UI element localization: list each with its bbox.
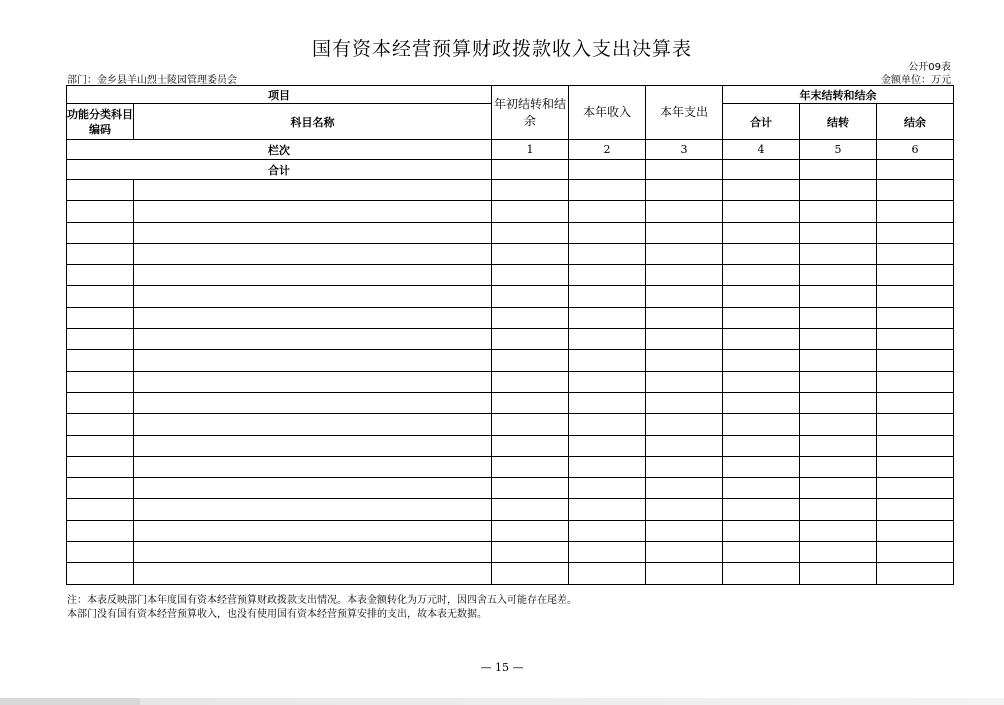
table-cell <box>67 542 134 563</box>
table-cell <box>800 456 877 477</box>
table-cell <box>67 180 134 201</box>
table-cell <box>134 180 492 201</box>
table-row <box>67 520 954 541</box>
table-cell <box>569 201 646 222</box>
table-cell <box>877 542 954 563</box>
total-row-label: 合计 <box>67 160 492 180</box>
table-cell <box>723 520 800 541</box>
table-cell <box>492 499 569 520</box>
table-cell <box>67 478 134 499</box>
table-cell <box>646 307 723 328</box>
table-cell <box>67 265 134 286</box>
table-cell <box>877 392 954 413</box>
table-cell <box>800 435 877 456</box>
table-cell <box>134 371 492 392</box>
notes <box>67 594 577 622</box>
department-label: 部门：金乡县羊山烈士陵园管理委员会 <box>67 75 237 86</box>
header-row-1 <box>67 86 954 104</box>
table-cell <box>67 435 134 456</box>
table-row <box>67 286 954 307</box>
table-cell <box>67 222 134 243</box>
table-cell <box>492 414 569 435</box>
table-cell <box>134 542 492 563</box>
table-cell <box>492 563 569 584</box>
table-cell <box>569 350 646 371</box>
table-cell <box>646 329 723 350</box>
table-cell <box>492 201 569 222</box>
table-cell <box>492 520 569 541</box>
table-cell <box>646 286 723 307</box>
table-cell <box>134 307 492 328</box>
table-row <box>67 243 954 264</box>
table-cell <box>492 160 569 180</box>
table-cell <box>492 265 569 286</box>
table-cell <box>877 563 954 584</box>
table-cell <box>800 222 877 243</box>
table-cell <box>134 201 492 222</box>
table-cell <box>134 265 492 286</box>
table-cell <box>569 286 646 307</box>
table-cell <box>723 392 800 413</box>
table-cell <box>492 307 569 328</box>
table-cell <box>67 350 134 371</box>
table-row <box>67 265 954 286</box>
table-cell <box>800 478 877 499</box>
table-cell <box>67 456 134 477</box>
table-cell <box>877 160 954 180</box>
table-cell <box>723 160 800 180</box>
table-cell <box>646 180 723 201</box>
table-cell <box>67 307 134 328</box>
table-cell <box>569 329 646 350</box>
table-cell <box>134 563 492 584</box>
table-row <box>67 456 954 477</box>
table-cell <box>492 243 569 264</box>
table-cell <box>569 456 646 477</box>
table-cell <box>800 563 877 584</box>
table-cell <box>67 371 134 392</box>
table-cell <box>646 563 723 584</box>
table-cell <box>134 456 492 477</box>
table-cell <box>646 499 723 520</box>
table-cell <box>569 542 646 563</box>
table-cell <box>723 286 800 307</box>
header-opening-balance: 年初结转和结余 <box>492 86 569 140</box>
table-cell <box>723 435 800 456</box>
total-row <box>67 160 954 180</box>
table-cell <box>723 542 800 563</box>
table-cell <box>646 392 723 413</box>
table-cell <box>877 478 954 499</box>
amount-unit-label: 金额单位：万元 <box>881 75 951 86</box>
table-cell <box>134 329 492 350</box>
table-cell <box>723 243 800 264</box>
table-cell <box>67 392 134 413</box>
table-cell <box>134 350 492 371</box>
note-line: 注：本表反映部门本年度国有资本经营预算财政拨款支出情况。本表金额转化为万元时，因四舍五入可能存在尾差。 <box>67 595 577 606</box>
table-cell <box>800 499 877 520</box>
table-cell <box>723 350 800 371</box>
table-row <box>67 542 954 563</box>
table-cell <box>800 265 877 286</box>
table-cell <box>723 414 800 435</box>
table-row <box>67 392 954 413</box>
column-index-label: 栏次 <box>67 140 492 160</box>
table-row <box>67 414 954 435</box>
table-row <box>67 499 954 520</box>
header-income: 本年收入 <box>569 86 646 140</box>
header-year-end-group: 年末结转和结余 <box>723 86 954 104</box>
table-cell <box>67 414 134 435</box>
table-row <box>67 371 954 392</box>
table-cell <box>67 286 134 307</box>
table-cell <box>877 243 954 264</box>
table-cell <box>646 222 723 243</box>
table-cell <box>723 265 800 286</box>
table-cell <box>723 499 800 520</box>
table-row <box>67 478 954 499</box>
table-cell <box>569 499 646 520</box>
table-cell <box>877 201 954 222</box>
table-cell <box>877 371 954 392</box>
table-cell <box>492 222 569 243</box>
table-cell <box>646 456 723 477</box>
table-cell <box>134 392 492 413</box>
table-cell <box>723 563 800 584</box>
table-cell <box>800 414 877 435</box>
table-cell <box>800 329 877 350</box>
table-row <box>67 350 954 371</box>
table-cell <box>723 201 800 222</box>
table-cell <box>646 542 723 563</box>
table-row <box>67 180 954 201</box>
table-cell <box>723 371 800 392</box>
table-cell <box>134 243 492 264</box>
bottom-strip <box>0 698 1004 705</box>
table-row <box>67 201 954 222</box>
table-cell <box>646 414 723 435</box>
column-number: 2 <box>569 140 646 160</box>
header-carryover: 结转 <box>800 104 877 140</box>
table-cell <box>646 265 723 286</box>
header-total: 合计 <box>723 104 800 140</box>
table-cell <box>646 160 723 180</box>
table-cell <box>646 478 723 499</box>
table-row <box>67 563 954 584</box>
table-cell <box>569 222 646 243</box>
table-cell <box>569 371 646 392</box>
header-code: 功能分类科目编码 <box>67 104 134 140</box>
table-cell <box>723 478 800 499</box>
table-cell <box>569 265 646 286</box>
table-cell <box>877 520 954 541</box>
form-code: 公开09表 <box>908 62 951 73</box>
table-cell <box>134 520 492 541</box>
column-number: 3 <box>646 140 723 160</box>
column-number: 4 <box>723 140 800 160</box>
table-cell <box>800 350 877 371</box>
table-cell <box>67 499 134 520</box>
table-row <box>67 329 954 350</box>
table-cell <box>492 478 569 499</box>
header-expense: 本年支出 <box>646 86 723 140</box>
bottom-strip-segment <box>0 698 140 705</box>
table-cell <box>877 499 954 520</box>
table-cell <box>800 371 877 392</box>
column-number: 1 <box>492 140 569 160</box>
table-cell <box>67 563 134 584</box>
table-cell <box>569 563 646 584</box>
table-cell <box>492 180 569 201</box>
table-cell <box>67 520 134 541</box>
table-cell <box>877 307 954 328</box>
table-cell <box>67 201 134 222</box>
table-cell <box>646 243 723 264</box>
table-cell <box>134 435 492 456</box>
table-cell <box>569 414 646 435</box>
table-cell <box>134 286 492 307</box>
table-cell <box>646 371 723 392</box>
header-surplus: 结余 <box>877 104 954 140</box>
table-cell <box>134 478 492 499</box>
column-number: 6 <box>877 140 954 160</box>
table-cell <box>646 435 723 456</box>
table-cell <box>877 414 954 435</box>
table-cell <box>877 435 954 456</box>
table-cell <box>492 329 569 350</box>
table-cell <box>67 329 134 350</box>
table-cell <box>569 243 646 264</box>
budget-table <box>66 85 954 585</box>
table-cell <box>877 180 954 201</box>
table-cell <box>492 286 569 307</box>
header-item: 项目 <box>67 86 492 104</box>
table-cell <box>569 520 646 541</box>
table-cell <box>877 286 954 307</box>
table-cell <box>646 350 723 371</box>
table-cell <box>800 160 877 180</box>
table-row <box>67 307 954 328</box>
table-cell <box>134 222 492 243</box>
table-cell <box>800 286 877 307</box>
table-cell <box>492 350 569 371</box>
table-cell <box>877 456 954 477</box>
table-cell <box>877 222 954 243</box>
table-cell <box>646 201 723 222</box>
header-name: 科目名称 <box>134 104 492 140</box>
table-cell <box>569 160 646 180</box>
table-cell <box>800 243 877 264</box>
page-number: — 15 — <box>480 661 524 674</box>
table-cell <box>877 350 954 371</box>
table-cell <box>492 456 569 477</box>
table-cell <box>723 222 800 243</box>
table-row <box>67 435 954 456</box>
table-cell <box>877 265 954 286</box>
table-cell <box>569 307 646 328</box>
table-cell <box>877 329 954 350</box>
table-cell <box>67 243 134 264</box>
table-cell <box>800 201 877 222</box>
table-cell <box>800 180 877 201</box>
table-cell <box>723 307 800 328</box>
note-line: 本部门没有国有资本经营预算收入，也没有使用国有资本经营预算安排的支出，故本表无数据。 <box>67 609 487 620</box>
table-cell <box>723 329 800 350</box>
table-cell <box>569 180 646 201</box>
table-row <box>67 222 954 243</box>
table-cell <box>492 371 569 392</box>
table-cell <box>800 392 877 413</box>
table-cell <box>492 542 569 563</box>
table-cell <box>723 180 800 201</box>
table-cell <box>134 414 492 435</box>
column-number: 5 <box>800 140 877 160</box>
table-cell <box>569 392 646 413</box>
table-cell <box>492 392 569 413</box>
table-cell <box>492 435 569 456</box>
table-cell <box>723 456 800 477</box>
table-cell <box>800 520 877 541</box>
table-cell <box>134 499 492 520</box>
table-cell <box>646 520 723 541</box>
table-cell <box>800 542 877 563</box>
table-cell <box>800 307 877 328</box>
column-index-row <box>67 140 954 160</box>
table-cell <box>569 435 646 456</box>
table-cell <box>569 478 646 499</box>
report-title: 国有资本经营预算财政拨款收入支出决算表 <box>311 38 692 60</box>
